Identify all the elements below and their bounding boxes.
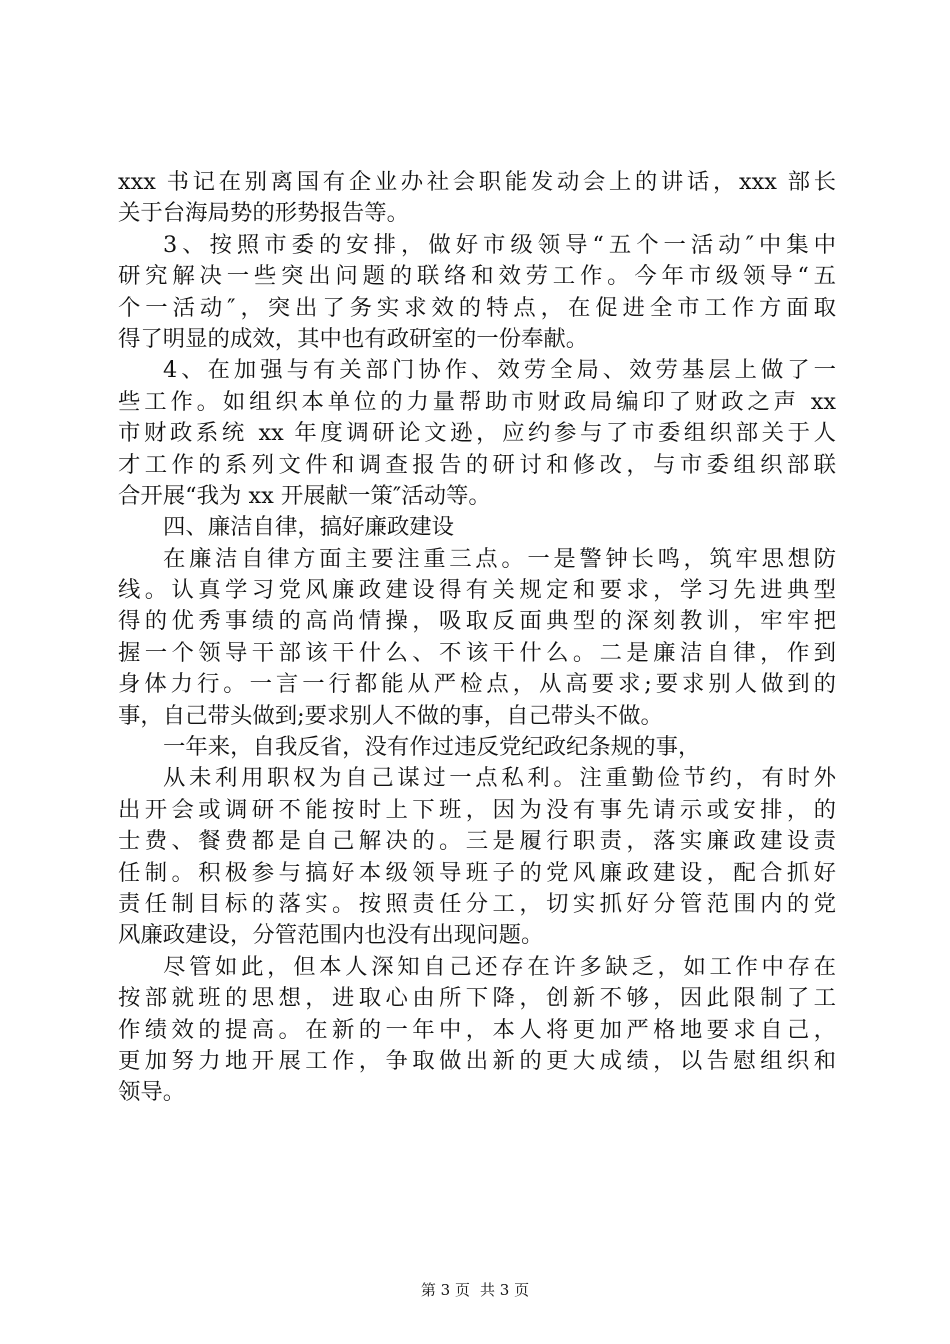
text-line: 得的优秀事绩的高尚情操，吸取反面典型的深刻教训，牢牢把 <box>118 608 836 635</box>
text-line: 任制。积极参与搞好本级领导班子的党风廉政建设，配合抓好 <box>118 859 836 886</box>
text-line: 身体力行。一言一行都能从严检点，从高要求;要求别人做到的 <box>118 671 836 698</box>
text-line: 责任制目标的落实。按照责任分工，切实抓好分管范围内的党 <box>118 890 836 917</box>
page-total: 共 3 页 <box>480 1281 530 1299</box>
text-line: 更加努力地开展工作，争取做出新的更大成绩，以告慰组织和 <box>118 1047 836 1074</box>
text-line: 研究解决一些突出问题的联络和效劳工作。今年市级领导“五 <box>118 263 836 290</box>
text-line: 才工作的系列文件和调查报告的研讨和修改，与市委组织部联 <box>118 451 836 478</box>
text-line: 市财政系统 xx 年度调研论文逊，应约参与了市委组织部关于人 <box>118 420 836 447</box>
text-line: 线。认真学习党风廉政建设得有关规定和要求，学习先进典型 <box>118 577 836 604</box>
document-body <box>118 167 836 1109</box>
page-number: 第 3 页 <box>420 1281 470 1299</box>
text-line: 四、廉洁自律，搞好廉政建设 <box>163 514 455 541</box>
text-line: 事，自己带头做到;要求别人不做的事，自己带头不做。 <box>118 702 663 729</box>
text-line: 合开展“我为 xx 开展献一策″活动等。 <box>118 482 491 509</box>
text-line: 关于台海局势的形势报告等。 <box>118 200 410 227</box>
text-line: 些工作。如组织本单位的力量帮助市财政局编印了财政之声 xx <box>118 388 836 415</box>
text-line: 在廉洁自律方面主要注重三点。一是警钟长鸣，筑牢思想防 <box>163 545 836 572</box>
text-line: 得了明显的成效，其中也有政研室的一份奉献。 <box>118 325 589 352</box>
text-line: 4、在加强与有关部门协作、效劳全局、效劳基层上做了一 <box>163 357 836 384</box>
text-line: 3、按照市委的安排，做好市级领导“五个一活动″中集中 <box>163 231 836 258</box>
text-line: 士费、餐费都是自己解决的。三是履行职责，落实廉政建设责 <box>118 828 836 855</box>
text-line: 尽管如此，但本人深知自己还存在许多缺乏，如工作中存在 <box>163 953 836 980</box>
text-line: 握一个领导干部该干什么、不该干什么。二是廉洁自律，作到 <box>118 639 836 666</box>
text-line: 出开会或调研不能按时上下班，因为没有事先请示或安排，的 <box>118 796 836 823</box>
text-line: 个一活动″，突出了务实求效的特点，在促进全市工作方面取 <box>118 294 836 321</box>
page-footer <box>0 1280 950 1300</box>
text-line: 风廉政建设，分管范围内也没有出现问题。 <box>118 922 544 949</box>
text-line: 一年来，自我反省，没有作过违反党纪政纪条规的事， <box>163 734 701 761</box>
text-line: 作绩效的提高。在新的一年中，本人将更加严格地要求自己， <box>118 1016 836 1043</box>
text-line: 按部就班的思想，进取心由所下降，创新不够，因此限制了工 <box>118 985 836 1012</box>
text-line: 领导。 <box>118 1079 186 1106</box>
text-line: xxx 书记在别离国有企业办社会职能发动会上的讲话，xxx 部长 <box>118 169 836 195</box>
text-line: 从未利用职权为自己谋过一点私利。注重勤俭节约，有时外 <box>163 765 836 792</box>
